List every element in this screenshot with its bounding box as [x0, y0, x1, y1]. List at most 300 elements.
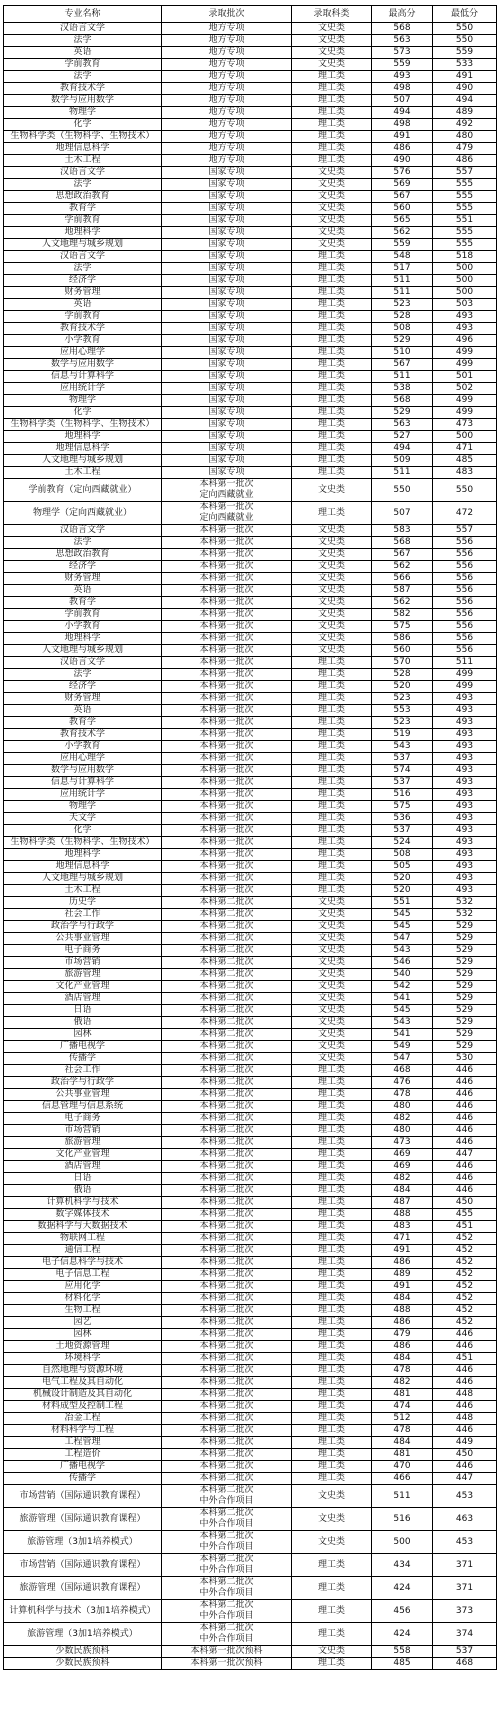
max-score-cell: 543: [372, 741, 433, 753]
batch-cell: 国家专项: [162, 335, 292, 347]
max-score-cell: 476: [372, 1077, 433, 1089]
batch-cell-line: 中外合作项目: [199, 1634, 254, 1644]
min-score-cell: 532: [433, 897, 497, 909]
min-score-cell: 492: [433, 119, 497, 131]
major-cell: 材料科学与工程: [4, 1425, 162, 1437]
category-cell: 文史类: [292, 969, 372, 981]
category-cell: 文史类: [292, 1029, 372, 1041]
category-cell: 理工类: [292, 873, 372, 885]
major-cell: 通信工程: [4, 1245, 162, 1257]
min-score-cell: 493: [433, 693, 497, 705]
table-row: [4, 71, 497, 83]
major-cell: 地理科学: [4, 431, 162, 443]
batch-cell: 本科第二批次: [162, 1029, 292, 1041]
table-row: [4, 119, 497, 131]
table-row: [4, 921, 497, 933]
category-cell: 理工类: [292, 359, 372, 371]
category-cell: 文史类: [292, 479, 372, 502]
max-score-cell: 498: [372, 119, 433, 131]
table-row: [4, 657, 497, 669]
table-row: [4, 837, 497, 849]
major-cell: 旅游管理: [4, 1137, 162, 1149]
batch-cell-line: 本科第一批次: [199, 479, 254, 489]
max-score-cell: 562: [372, 561, 433, 573]
category-cell: 文史类: [292, 573, 372, 585]
major-cell: 材料化学: [4, 1293, 162, 1305]
min-score-cell: 556: [433, 561, 497, 573]
category-cell: 理工类: [292, 119, 372, 131]
major-cell: 英语: [4, 705, 162, 717]
major-cell: 生物工程: [4, 1305, 162, 1317]
major-cell: 电子信息科学与技术: [4, 1257, 162, 1269]
batch-cell-line: 中外合作项目: [199, 1519, 254, 1529]
batch-cell: 本科第二批次: [162, 909, 292, 921]
category-cell: 文史类: [292, 47, 372, 59]
max-score-cell: 486: [372, 143, 433, 155]
category-cell: 理工类: [292, 275, 372, 287]
category-cell: 文史类: [292, 23, 372, 35]
batch-cell: 本科第二批次: [162, 1269, 292, 1281]
category-cell: 文史类: [292, 239, 372, 251]
category-cell: 文史类: [292, 957, 372, 969]
major-cell: 地理科学: [4, 849, 162, 861]
category-cell: 理工类: [292, 1341, 372, 1353]
batch-cell: 本科第一批次: [162, 669, 292, 681]
category-cell: 理工类: [292, 443, 372, 455]
max-score-cell: 540: [372, 969, 433, 981]
major-cell: 法学: [4, 263, 162, 275]
batch-cell: 本科第一批次: [162, 537, 292, 549]
batch-cell: 地方专项: [162, 83, 292, 95]
table-row: [4, 729, 497, 741]
category-cell: 理工类: [292, 95, 372, 107]
min-score-cell: 446: [433, 1461, 497, 1473]
table-row: [4, 335, 497, 347]
batch-cell: 国家专项: [162, 215, 292, 227]
batch-cell: 地方专项: [162, 119, 292, 131]
batch-cell: 本科第二批次: [162, 993, 292, 1005]
major-cell: 公共事业管理: [4, 933, 162, 945]
max-score-cell: 560: [372, 203, 433, 215]
major-cell: 电气工程及其自动化: [4, 1377, 162, 1389]
max-score-cell: 553: [372, 705, 433, 717]
min-score-cell: 529: [433, 1017, 497, 1029]
major-cell: 少数民族预科: [4, 1658, 162, 1670]
max-score-cell: 568: [372, 395, 433, 407]
min-score-cell: 452: [433, 1305, 497, 1317]
category-cell: 理工类: [292, 143, 372, 155]
table-row: [4, 585, 497, 597]
batch-cell: 本科第一批次: [162, 681, 292, 693]
max-score-cell: 547: [372, 1053, 433, 1065]
major-cell: 计算机科学与技术（3加1培养模式）: [4, 1600, 162, 1623]
max-score-cell: 480: [372, 1101, 433, 1113]
max-score-cell: 508: [372, 849, 433, 861]
batch-cell: 本科第二批次: [162, 1377, 292, 1389]
category-cell: 理工类: [292, 657, 372, 669]
min-score-cell: 556: [433, 609, 497, 621]
batch-cell: 本科第二批次: [162, 921, 292, 933]
max-score-cell: 559: [372, 239, 433, 251]
major-cell: 应用心理学: [4, 753, 162, 765]
category-cell: 理工类: [292, 1221, 372, 1233]
max-score-cell: 567: [372, 359, 433, 371]
batch-cell: [162, 1508, 292, 1531]
max-score-cell: 576: [372, 167, 433, 179]
table-row: [4, 443, 497, 455]
category-cell: 文史类: [292, 191, 372, 203]
table-row: [4, 1401, 497, 1413]
category-cell: 理工类: [292, 1413, 372, 1425]
min-score-cell: 453: [433, 1485, 497, 1508]
category-cell: 文史类: [292, 561, 372, 573]
category-cell: 理工类: [292, 681, 372, 693]
header-batch: 录取批次: [162, 6, 292, 23]
max-score-cell: 567: [372, 549, 433, 561]
table-row: [4, 1508, 497, 1531]
category-cell: 理工类: [292, 155, 372, 167]
max-score-cell: 434: [372, 1554, 433, 1577]
batch-cell: 国家专项: [162, 407, 292, 419]
batch-cell: 国家专项: [162, 419, 292, 431]
max-score-cell: 542: [372, 981, 433, 993]
table-row: [4, 933, 497, 945]
major-cell: 英语: [4, 299, 162, 311]
max-score-cell: 508: [372, 323, 433, 335]
min-score-cell: 499: [433, 359, 497, 371]
table-row: [4, 981, 497, 993]
major-cell: 法学: [4, 537, 162, 549]
min-score-cell: 486: [433, 155, 497, 167]
major-cell: 数据科学与大数据技术: [4, 1221, 162, 1233]
max-score-cell: 512: [372, 1413, 433, 1425]
category-cell: 理工类: [292, 407, 372, 419]
table-row: [4, 909, 497, 921]
table-row: [4, 1554, 497, 1577]
major-cell: 俄语: [4, 1017, 162, 1029]
category-cell: 理工类: [292, 861, 372, 873]
max-score-cell: 528: [372, 311, 433, 323]
batch-cell: 本科第二批次: [162, 1125, 292, 1137]
min-score-cell: 446: [433, 1401, 497, 1413]
min-score-cell: 446: [433, 1173, 497, 1185]
min-score-cell: 529: [433, 993, 497, 1005]
category-cell: 理工类: [292, 1365, 372, 1377]
batch-cell: [162, 1623, 292, 1646]
max-score-cell: 545: [372, 921, 433, 933]
table-row: [4, 1531, 497, 1554]
max-score-cell: 520: [372, 885, 433, 897]
category-cell: 理工类: [292, 131, 372, 143]
category-cell: 理工类: [292, 1425, 372, 1437]
batch-cell: 国家专项: [162, 299, 292, 311]
max-score-cell: 481: [372, 1449, 433, 1461]
major-cell: 学前教育: [4, 311, 162, 323]
batch-cell: 本科第二批次: [162, 1077, 292, 1089]
max-score-cell: 484: [372, 1185, 433, 1197]
header-max-score: 最高分: [372, 6, 433, 23]
max-score-cell: 491: [372, 1281, 433, 1293]
max-score-cell: 586: [372, 633, 433, 645]
category-cell: 理工类: [292, 729, 372, 741]
min-score-cell: 446: [433, 1185, 497, 1197]
major-cell: 旅游管理（国际通识教育课程）: [4, 1577, 162, 1600]
category-cell: 文史类: [292, 633, 372, 645]
category-cell: 文史类: [292, 909, 372, 921]
table-body: [4, 23, 497, 1670]
table-row: [4, 525, 497, 537]
max-score-cell: 566: [372, 573, 433, 585]
category-cell: 文史类: [292, 167, 372, 179]
major-cell: 教育技术学: [4, 323, 162, 335]
min-score-cell: 452: [433, 1233, 497, 1245]
min-score-cell: 557: [433, 167, 497, 179]
max-score-cell: 510: [372, 347, 433, 359]
table-row: [4, 609, 497, 621]
batch-cell: 本科第二批次: [162, 945, 292, 957]
table-row: [4, 1365, 497, 1377]
table-row: [4, 1209, 497, 1221]
table-row: [4, 1173, 497, 1185]
min-score-cell: 556: [433, 645, 497, 657]
min-score-cell: 493: [433, 789, 497, 801]
category-cell: 理工类: [292, 1161, 372, 1173]
category-cell: 理工类: [292, 1269, 372, 1281]
batch-cell: 本科第二批次: [162, 1137, 292, 1149]
batch-cell: 本科第一批次: [162, 717, 292, 729]
max-score-cell: 491: [372, 1245, 433, 1257]
batch-cell: 国家专项: [162, 239, 292, 251]
max-score-cell: 524: [372, 837, 433, 849]
batch-cell: 本科第一批次: [162, 609, 292, 621]
table-row: [4, 95, 497, 107]
table-row: [4, 1137, 497, 1149]
max-score-cell: 537: [372, 777, 433, 789]
major-cell: 法学: [4, 179, 162, 191]
major-cell: 土木工程: [4, 155, 162, 167]
max-score-cell: 582: [372, 609, 433, 621]
major-cell: 日语: [4, 1005, 162, 1017]
table-row: [4, 1161, 497, 1173]
major-cell: 信息管理与信息系统: [4, 1101, 162, 1113]
min-score-cell: 449: [433, 1437, 497, 1449]
min-score-cell: 503: [433, 299, 497, 311]
max-score-cell: 545: [372, 909, 433, 921]
admission-score-table-container: [3, 5, 496, 1670]
batch-cell: 本科第二批次: [162, 957, 292, 969]
batch-cell: 国家专项: [162, 203, 292, 215]
batch-cell: 地方专项: [162, 23, 292, 35]
min-score-cell: 529: [433, 981, 497, 993]
table-row: [4, 1005, 497, 1017]
table-row: [4, 1053, 497, 1065]
min-score-cell: 500: [433, 263, 497, 275]
batch-cell-line: 本科第二批次: [199, 1485, 254, 1495]
major-cell: 冶金工程: [4, 1413, 162, 1425]
max-score-cell: 520: [372, 873, 433, 885]
batch-cell-line: 中外合作项目: [199, 1588, 254, 1598]
table-row: [4, 1425, 497, 1437]
major-cell: 旅游管理（3加1培养模式）: [4, 1531, 162, 1554]
table-row: [4, 1269, 497, 1281]
max-score-cell: 494: [372, 443, 433, 455]
min-score-cell: 446: [433, 1113, 497, 1125]
max-score-cell: 482: [372, 1173, 433, 1185]
max-score-cell: 424: [372, 1577, 433, 1600]
batch-cell: 本科第一批次预科: [162, 1658, 292, 1670]
major-cell: 生物科学类（生物科学、生物技术）: [4, 419, 162, 431]
category-cell: 理工类: [292, 885, 372, 897]
min-score-cell: 499: [433, 395, 497, 407]
major-cell: 政治学与行政学: [4, 921, 162, 933]
major-cell: 计算机科学与技术: [4, 1197, 162, 1209]
category-cell: 理工类: [292, 837, 372, 849]
major-cell: 英语: [4, 47, 162, 59]
major-cell: 生物科学类（生物科学、生物技术）: [4, 837, 162, 849]
major-cell: 物理学: [4, 801, 162, 813]
batch-cell: 本科第二批次: [162, 1473, 292, 1485]
table-row: [4, 945, 497, 957]
batch-cell: 本科第一批次: [162, 885, 292, 897]
min-score-cell: 493: [433, 825, 497, 837]
category-cell: 理工类: [292, 669, 372, 681]
table-row: [4, 549, 497, 561]
max-score-cell: 493: [372, 71, 433, 83]
table-row: [4, 47, 497, 59]
max-score-cell: 509: [372, 455, 433, 467]
batch-cell: 本科第一批次: [162, 789, 292, 801]
category-cell: 理工类: [292, 825, 372, 837]
batch-cell: 地方专项: [162, 95, 292, 107]
category-cell: 理工类: [292, 263, 372, 275]
max-score-cell: 523: [372, 717, 433, 729]
category-cell: 文史类: [292, 35, 372, 47]
category-cell: 理工类: [292, 1658, 372, 1670]
max-score-cell: 570: [372, 657, 433, 669]
min-score-cell: 490: [433, 83, 497, 95]
max-score-cell: 484: [372, 1437, 433, 1449]
table-row: [4, 1221, 497, 1233]
max-score-cell: 517: [372, 263, 433, 275]
batch-cell: 本科第一批次: [162, 861, 292, 873]
category-cell: 文史类: [292, 933, 372, 945]
table-row: [4, 1125, 497, 1137]
batch-cell: 本科第一批次: [162, 693, 292, 705]
header-category: 录取科类: [292, 6, 372, 23]
table-row: [4, 407, 497, 419]
min-score-cell: 446: [433, 1377, 497, 1389]
max-score-cell: 583: [372, 525, 433, 537]
table-row: [4, 1437, 497, 1449]
table-row: [4, 1389, 497, 1401]
batch-cell: 国家专项: [162, 167, 292, 179]
table-row: [4, 813, 497, 825]
max-score-cell: 470: [372, 1461, 433, 1473]
major-cell: 土地资源管理: [4, 1341, 162, 1353]
table-row: [4, 1257, 497, 1269]
max-score-cell: 523: [372, 299, 433, 311]
batch-cell: 本科第二批次: [162, 1197, 292, 1209]
major-cell: 思想政治教育: [4, 191, 162, 203]
min-score-cell: 493: [433, 849, 497, 861]
max-score-cell: 516: [372, 1508, 433, 1531]
table-row: [4, 597, 497, 609]
table-row: [4, 633, 497, 645]
table-row: [4, 717, 497, 729]
batch-cell: 本科第一批次: [162, 765, 292, 777]
batch-cell: 国家专项: [162, 347, 292, 359]
table-row: [4, 861, 497, 873]
min-score-cell: 493: [433, 729, 497, 741]
max-score-cell: 507: [372, 95, 433, 107]
category-cell: 文史类: [292, 1531, 372, 1554]
major-cell: 社会工作: [4, 1065, 162, 1077]
category-cell: 文史类: [292, 549, 372, 561]
table-row: [4, 275, 497, 287]
batch-cell: 本科第二批次: [162, 1245, 292, 1257]
major-cell: 教育技术学: [4, 83, 162, 95]
major-cell: 教育学: [4, 597, 162, 609]
table-row: [4, 251, 497, 263]
table-row: [4, 1317, 497, 1329]
batch-cell: 本科第一批次: [162, 849, 292, 861]
table-row: [4, 323, 497, 335]
batch-cell-line: 中外合作项目: [199, 1496, 254, 1506]
min-score-cell: 463: [433, 1508, 497, 1531]
table-row: [4, 371, 497, 383]
min-score-cell: 529: [433, 921, 497, 933]
min-score-cell: 446: [433, 1089, 497, 1101]
max-score-cell: 560: [372, 645, 433, 657]
batch-cell: 本科第二批次: [162, 1305, 292, 1317]
table-header-row: [4, 6, 497, 23]
category-cell: 理工类: [292, 455, 372, 467]
batch-cell: 国家专项: [162, 191, 292, 203]
batch-cell: 本科第二批次: [162, 1281, 292, 1293]
min-score-cell: 447: [433, 1149, 497, 1161]
category-cell: 文史类: [292, 585, 372, 597]
min-score-cell: 499: [433, 407, 497, 419]
batch-cell: 本科第二批次: [162, 1329, 292, 1341]
min-score-cell: 499: [433, 347, 497, 359]
header-min-score: 最低分: [433, 6, 497, 23]
major-cell: 电子商务: [4, 945, 162, 957]
batch-cell-line: 中外合作项目: [199, 1542, 254, 1552]
batch-cell: 本科第二批次: [162, 1149, 292, 1161]
table-row: [4, 299, 497, 311]
batch-cell: [162, 1554, 292, 1577]
table-row: [4, 1353, 497, 1365]
major-cell: 自然地理与资源环境: [4, 1365, 162, 1377]
category-cell: 理工类: [292, 741, 372, 753]
table-row: [4, 1185, 497, 1197]
min-score-cell: 471: [433, 443, 497, 455]
table-row: [4, 1473, 497, 1485]
major-cell: 地理科学: [4, 633, 162, 645]
batch-cell: 国家专项: [162, 287, 292, 299]
table-row: [4, 1577, 497, 1600]
category-cell: 理工类: [292, 1554, 372, 1577]
min-score-cell: 452: [433, 1245, 497, 1257]
min-score-cell: 493: [433, 323, 497, 335]
max-score-cell: 424: [372, 1623, 433, 1646]
batch-cell: 本科第二批次: [162, 1017, 292, 1029]
min-score-cell: 518: [433, 251, 497, 263]
min-score-cell: 446: [433, 1101, 497, 1113]
category-cell: 理工类: [292, 1173, 372, 1185]
table-row: [4, 1089, 497, 1101]
table-row: [4, 1293, 497, 1305]
